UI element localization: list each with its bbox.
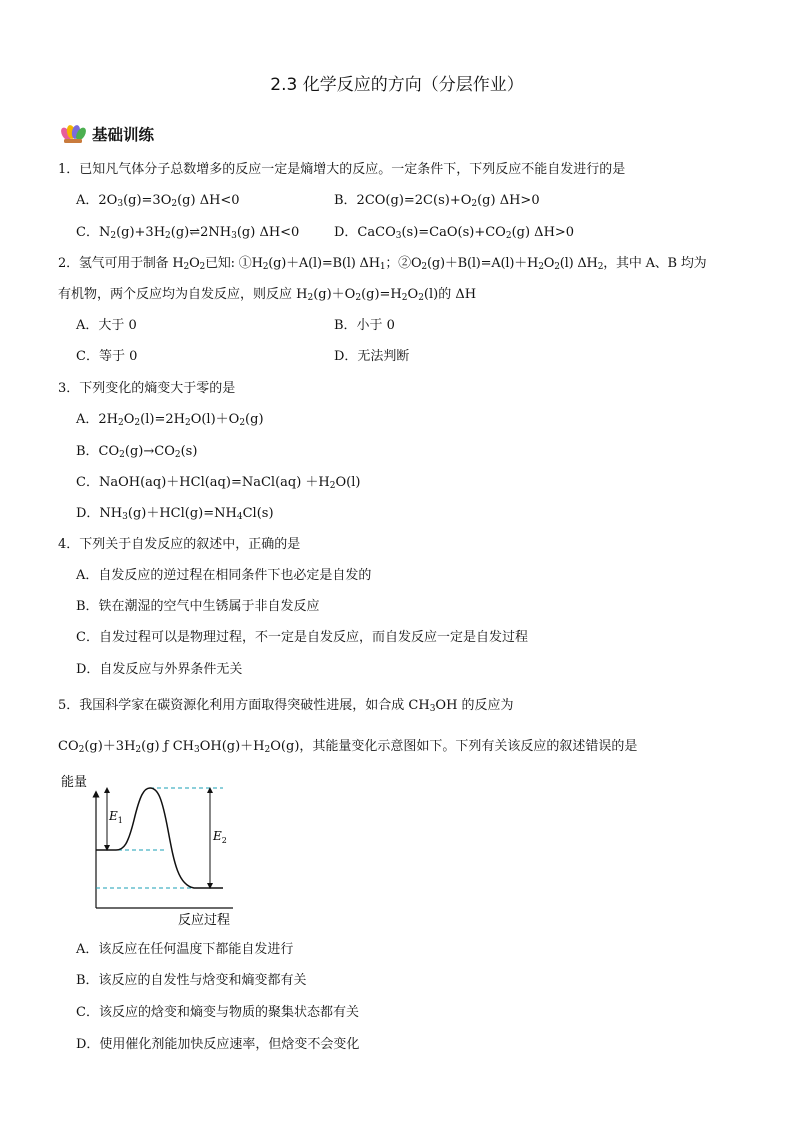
q4-option-a: A．自发反应的逆过程在相同条件下也必定是自发的 — [76, 568, 372, 583]
q3-option-d: D．$NH_3(g)+HCl(g)=NH_4Cl(s)$ — [76, 506, 274, 522]
q4-option-d: D．自发反应与外界条件无关 — [76, 662, 243, 677]
q5-option-c: C．该反应的焓变和熵变与物质的聚集状态都有关 — [76, 1005, 359, 1020]
q2-stem-line2: 有机物，两个反应均为自发反应，则反应 $H_2(g)+O_2(g)=H_2O_2(l)$的 ΔH — [58, 287, 477, 303]
q1-option-d: D．$CaCO_3(s)=CaO(s)+CO_2(g)$ ΔH>0 — [334, 225, 575, 241]
q4-option-c: C．自发过程可以是物理过程，不一定是自发反应，而自发反应一定是自发过程 — [76, 630, 528, 645]
y-axis-label: 能量 — [61, 775, 88, 790]
q2-option-d: D．无法判断 — [334, 349, 410, 364]
q5-stem-line1: 5．我国科学家在碳资源化利用方面取得突破性进展，如合成 $CH_3OH$ 的反应为 — [58, 698, 514, 714]
q1-stem: 1．已知凡气体分子总数增多的反应一定是熵增大的反应。一定条件下，下列反应不能自发进行的是 — [58, 162, 626, 177]
q1-option-b: B．$2CO(g)=2C(s)+O_2(g)$ ΔH>0 — [334, 193, 540, 209]
q3-option-c: C．NaOH(aq)＋HCl(aq)=NaCl(aq) $+H_2O(l)$ — [76, 475, 361, 491]
q3-option-b: B．$CO_2(g)\to CO_2(s)$ — [76, 444, 198, 460]
q2-option-b: B．小于 0 — [334, 318, 395, 333]
q4-option-b: B．铁在潮湿的空气中生锈属于非自发反应 — [76, 599, 320, 614]
q5-stem-line2: $CO_2(g)+3H_2(g)$ ƒ $CH_3OH(g)+H_2O(g)$，其能量变化示意图如下。下列有关该反应的叙述错误的是 — [58, 739, 638, 755]
q3-stem: 3．下列变化的熵变大于零的是 — [58, 381, 236, 396]
energy-curve — [96, 788, 223, 888]
q1-option-c: C．$N_2(g)+3H_2(g)\rightleftharpoons 2NH_3(g)$ ΔH<0 — [76, 225, 300, 241]
section-title: 基础训练 — [92, 126, 155, 144]
q3-option-a: A．$2H_2O_2(l)=2H_2O(l)+O_2(g)$ — [76, 412, 264, 428]
q2-option-a: A．大于 0 — [76, 318, 137, 333]
q5-option-b: B．该反应的自发性与焓变和熵变都有关 — [76, 973, 307, 988]
e2-label: $E_2$ — [213, 829, 227, 845]
q2-stem-line1: 2．氢气可用于制备 $H_2O_2$已知: $①H_2(g)+A(l)=B(l)$ $\Delta H_1$；$②O_2(g)+B(l)=A(l)+H_2O_2(l)$ $\Delta H_2$，其中 A、B 均为 — [58, 256, 707, 272]
q4-stem: 4．下列关于自发反应的叙述中，正确的是 — [58, 537, 301, 552]
section-header — [60, 122, 154, 146]
q5-option-a: A．该反应在任何温度下都能自发进行 — [76, 942, 294, 957]
q1-option-a: A．$2O_3(g)=3O_2(g)$ ΔH<0 — [76, 193, 240, 209]
page-title: 2.3 化学反应的方向（分层作业） — [270, 75, 524, 95]
q2-option-c: C．等于 0 — [76, 349, 138, 364]
e1-label: $E_1$ — [109, 809, 123, 825]
energy-diagram — [58, 770, 258, 930]
q5-option-d: D．使用催化剂能加快反应速率，但焓变不会变化 — [76, 1037, 360, 1052]
x-axis-label: 反应过程 — [178, 913, 231, 928]
flower-icon — [60, 124, 86, 144]
